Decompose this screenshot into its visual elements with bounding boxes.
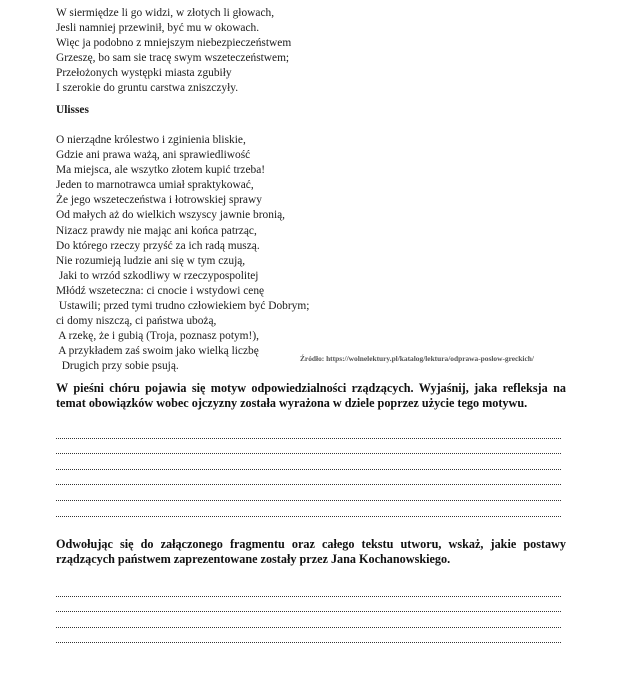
- answer-line[interactable]: [56, 504, 561, 520]
- poem-line: Ustawili; przed tymi trudno człowiekiem być Dobrym;: [56, 300, 310, 313]
- answer-line[interactable]: [56, 473, 561, 489]
- poem-line: ci domy niszczą, ci państwa ubożą,: [56, 315, 217, 328]
- poem-fragment-top: [56, 6, 291, 97]
- answer-area-1[interactable]: [56, 426, 561, 520]
- poem-line: I szerokie do gruntu carstwa zniszczyły.: [56, 82, 239, 95]
- poem-line: A przykładem zaś swoim jako wielką liczbę: [56, 345, 259, 358]
- poem-line: Jaki to wrzód szkodliwy w rzeczypospolitej: [56, 269, 259, 282]
- poem-line: Jesli namniej przewinił, być mu w okowach.: [56, 22, 260, 35]
- poem-fragment-ulisses: [56, 133, 309, 375]
- poem-line: Nizacz prawdy nie mając ani końca patrząc,: [56, 224, 257, 237]
- poem-line: Ma miejsca, ale wszytko złotem kupić trzeba!: [56, 164, 266, 177]
- question-2: Odwołując się do załączonego fragmentu oraz całego tekstu utworu, wskaż, jakie postawy rządzących państwem zaprezentowane zostały przez Jana Kochanowskiego.: [56, 537, 566, 567]
- answer-line[interactable]: [56, 457, 561, 473]
- poem-line: Że jego wszeteczeństwa i łotrowskiej sprawy: [56, 194, 262, 207]
- poem-line: Drugich przy sobie psują.: [56, 360, 179, 373]
- poem-line: O nierządne królestwo i zginienia bliskie,: [56, 134, 246, 146]
- answer-area-2[interactable]: [56, 584, 561, 646]
- poem-line: Młódź wszeteczna: ci cnocie i wstydowi cenę: [56, 284, 265, 297]
- answer-line[interactable]: [56, 442, 561, 458]
- answer-line[interactable]: [56, 488, 561, 504]
- poem-line: Gdzie ani prawa ważą, ani sprawiedliwość: [56, 149, 251, 162]
- source-citation: Źródło: https://wolnelektury.pl/katalog/lektura/odprawa-poslow-greckich/: [300, 354, 534, 363]
- answer-line[interactable]: [56, 631, 561, 647]
- poem-line: Do którego rzeczy przyść za ich radą muszą.: [56, 239, 260, 252]
- question-1: W pieśni chóru pojawia się motyw odpowiedzialności rządzących. Wyjaśnij, jaka refleksja na temat obowiązków wobec ojczyzny została wyrażona w dziele poprzez użycie tego motywu.: [56, 381, 566, 411]
- poem-line: Grzeszę, bo sam sie tracę swym wszeteczeństwem;: [56, 52, 290, 65]
- poem-line: A rzekę, że i gubią (Troja, poznasz potym!),: [56, 330, 259, 343]
- answer-line[interactable]: [56, 426, 561, 442]
- poem-line: Nie rozumieją ludzie ani się w tym czują,: [56, 254, 246, 267]
- poem-line: Od małych aż do wielkich wszyscy jawnie bronią,: [56, 209, 286, 222]
- answer-line[interactable]: [56, 584, 561, 600]
- poem-line: W siermiędze li go widzi, w złotych li głowach,: [56, 7, 275, 19]
- poem-line: Przełożonych występki miasta zgubiły: [56, 67, 232, 80]
- section-heading-ulisses: Ulisses: [56, 104, 89, 116]
- poem-line: Więc ja podobno z mniejszym niebezpieczeństwem: [56, 37, 292, 50]
- answer-line[interactable]: [56, 600, 561, 616]
- answer-line[interactable]: [56, 615, 561, 631]
- poem-line: Jeden to marnotrawca umiał spraktykować,: [56, 179, 254, 192]
